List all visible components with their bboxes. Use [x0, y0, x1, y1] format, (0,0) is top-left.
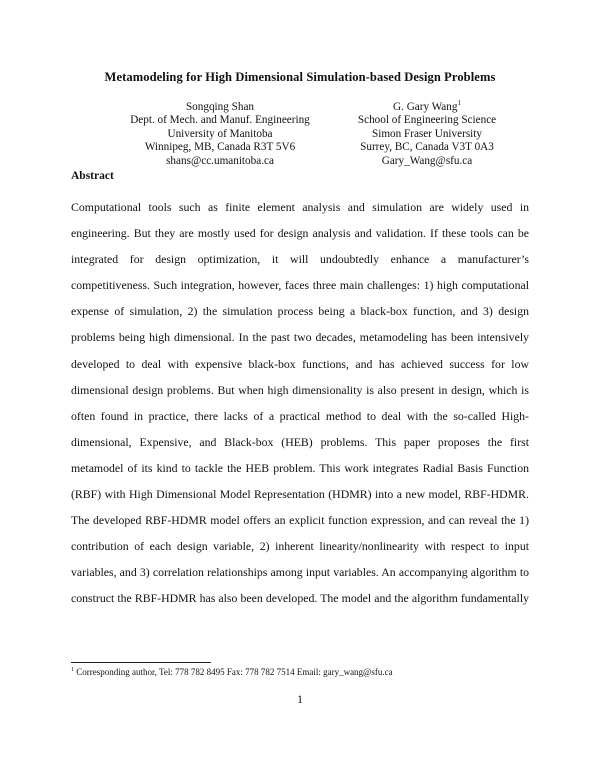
abstract-heading: Abstract: [71, 170, 114, 182]
author-block-wang: [334, 101, 520, 168]
author-affiliation-line: Simon Fraser University: [371, 127, 482, 140]
footnote-mark: 1: [71, 667, 74, 673]
author-name: Songqing Shan: [185, 101, 255, 113]
page-number: 1: [297, 692, 303, 706]
author-affiliation-line: School of Engineering Science: [357, 114, 497, 127]
footnote-mark: 1: [457, 99, 461, 107]
author-email: Gary_Wang@sfu.ca: [381, 154, 473, 167]
footnote-divider: [71, 662, 211, 663]
footnote: [71, 667, 393, 677]
author-affiliation-line: Dept. of Mech. and Manuf. Engineering: [130, 114, 310, 127]
author-name-line: [334, 101, 520, 114]
abstract-text: Computational tools such as finite element analysis and simulation are widely used in engineering. But they are mostly used for design analysis and validation. If these tools can be integrated for design optimization, it will undoubtedly enhance a manufacturer’s competitiveness. Such integration, however, faces three main challenges: 1) high computational expense of simulation, 2) the simulation process being a black-box function, and 3) design problems being high dimensional. In the past two decades, metamodeling has been intensively developed to deal with expensive black-box functions, and has achieved success for low dimensional design problems. But when high dimensionality is also present in design, which is often found in practice, there lacks of a practical method to deal with the so-called High-dimensional, Expensive, and Black-box (HEB) problems. This paper proposes the first metamodel of its kind to tackle the HEB problem. This work integrates Radial Basis Function (RBF) with High Dimensional Model Representation (HDMR) into a new model, RBF-HDMR. The developed RBF-HDMR model offers an explicit function expression, and can reveal the 1) contribution of each design variable, 2) inherent linearity/nonlinearity with respect to input variables, and 3) correlation relationships among input variables. An accompanying algorithm to construct the RBF-HDMR has also been developed. The model and the algorithm fundamentally: [71, 200, 529, 606]
author-block-shan: [120, 101, 320, 168]
paper-title: Metamodeling for High Dimensional Simulation-based Design Problems: [104, 70, 496, 84]
author-affiliation-line: Surrey, BC, Canada V3T 0A3: [360, 141, 494, 154]
author-affiliation-line: Winnipeg, MB, Canada R3T 5V6: [144, 141, 296, 154]
author-email: shans@cc.umanitoba.ca: [166, 154, 274, 167]
footnote-text: Corresponding author, Tel: 778 782 8495 Fax: 778 782 7514 Email: gary_wang@sfu.ca: [74, 667, 393, 677]
author-affiliation-line: University of Manitoba: [167, 127, 273, 140]
author-name: G. Gary Wang: [393, 101, 458, 113]
